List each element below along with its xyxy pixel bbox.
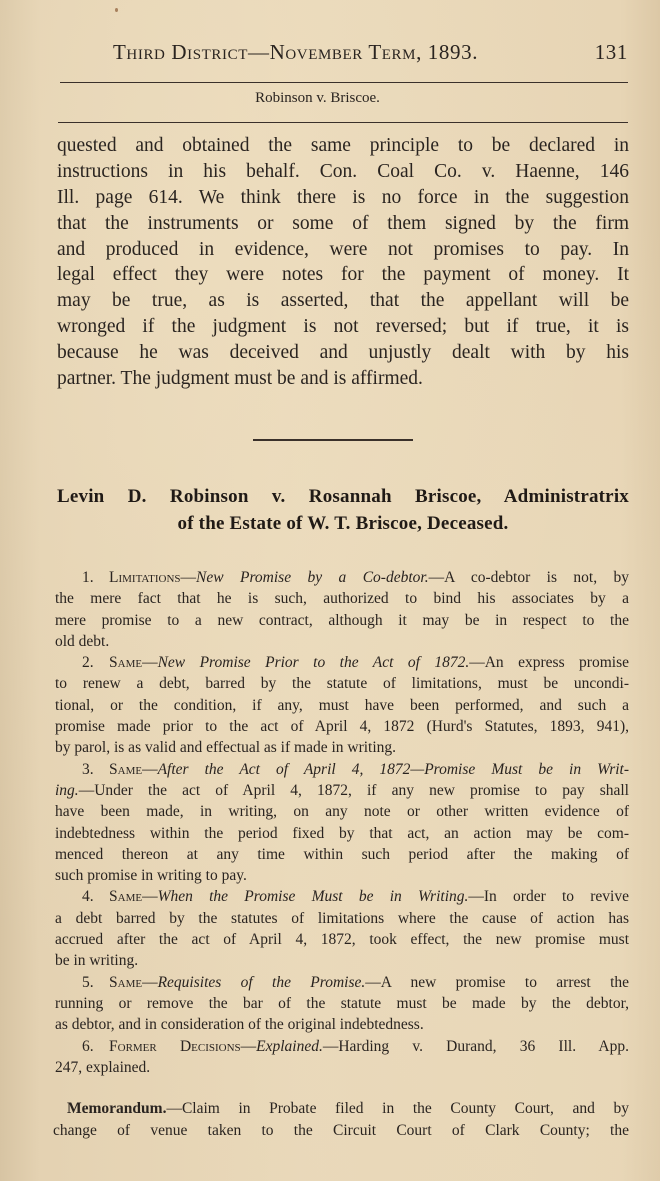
headnote-number: 3.: [82, 760, 94, 778]
opinion-line: and produced in evidence, were not promises to pay. In: [57, 238, 629, 260]
headnote-subtopic-cont: ing.: [55, 781, 79, 799]
headnote-text: Under the act of April 4, 1872, if any new promise to pay shall: [94, 781, 629, 799]
headnote-line: as debtor, and in consideration of the original indebtedness.: [55, 1016, 424, 1034]
headnote-line: have been made, in writing, on any note or other written evidence of: [55, 803, 629, 821]
headnote-line: old debt.: [55, 632, 110, 650]
headnote-line: running or remove the bar of the statute must be made by the debtor,: [55, 994, 629, 1012]
headnote-line: mere promise to a new contract, although it may be in respect to the: [55, 611, 629, 629]
headnote-subtopic: After the Act of April 4, 1872—Promise Must be in Writ-: [157, 760, 629, 778]
headnote-text: An express promise: [484, 654, 629, 672]
headnote-5-first-line: 5. Same—Requisites of the Promise.—A new promise to arrest the: [55, 972, 629, 993]
headnote-3-second-line: ing.—Under the act of April 4, 1872, if any new promise to pay shall: [55, 781, 629, 799]
headnote-line: tional, or the condition, if any, must have been performed, and such a: [55, 696, 629, 714]
opinion-line: Ill. page 614. We think there is no force in the suggestion: [57, 186, 629, 208]
memorandum-text: —Claim in Probate filed in the County Court, and by: [166, 1100, 629, 1117]
header-rule-top: [60, 82, 628, 83]
headnote-line: 247, explained.: [55, 1058, 151, 1076]
headnote-number: 6.: [82, 1037, 94, 1055]
headnote-text: A new promise to arrest the: [380, 973, 630, 991]
running-head-dash: —: [247, 40, 270, 64]
memorandum-first-line: [53, 1098, 629, 1120]
headnote-text: Harding v. Durand, 36 Ill. App.: [338, 1037, 629, 1055]
running-head-district: Third District: [113, 40, 248, 64]
headnote-line: the mere fact that he is such, authorized to bind his associates by a: [55, 590, 629, 608]
headnote-topic: Same: [109, 973, 143, 991]
headnote-subtopic: New Promise Prior to the Act of 1872.: [157, 654, 470, 672]
headnote-line: such promise in writing to pay.: [55, 867, 247, 885]
memorandum: [53, 1098, 629, 1142]
headnote-line: promise made prior to the act of April 4, 1872 (Hurd's Statutes, 1893, 941),: [55, 718, 629, 736]
opinion-line: because he was deceived and unjustly dealt with by his: [57, 342, 629, 364]
memorandum-line: change of venue taken to the Circuit Court of Clark County; the: [53, 1122, 629, 1139]
headnote-topic: Same: [109, 888, 143, 906]
headnote-line: menced thereon at any time within such period after the making of: [55, 845, 629, 863]
headnote-number: 1.: [82, 569, 94, 586]
headnote-line: accrued after the act of April 4, 1872, took effect, the new promise must: [55, 931, 629, 949]
opinion-line: wronged if the judgment is not reversed; but if true, it is: [57, 316, 629, 338]
case-caption: [57, 483, 629, 537]
headnote-text: In order to revive: [483, 888, 629, 906]
headnote-text: A co-debtor is not, by: [444, 569, 629, 586]
headnote-topic: Same: [109, 760, 143, 778]
headnote-line: to renew a debt, barred by the statute of limitations, must be uncondi-: [55, 675, 629, 693]
headnote-number: 2.: [82, 654, 94, 672]
header-rule-bottom: [58, 122, 628, 123]
headnote-subtopic: Requisites of the Promise.: [157, 973, 366, 991]
case-running-title-text: Robinson v. Briscoe.: [255, 90, 380, 106]
opinion-line: may be true, as is asserted, that the appellant will be: [57, 290, 629, 312]
case-caption-line-2: of the Estate of W. T. Briscoe, Deceased.: [177, 513, 509, 534]
headnote-6-first-line: 6. Former Decisions—Explained.—Harding v. Durand, 36 Ill. App.: [55, 1036, 629, 1057]
headnote-topic: Limitations: [109, 569, 181, 586]
opinion-line: instructions in his behalf. Con. Coal Co. v. Haenne, 146: [57, 160, 629, 182]
running-head-year: , 1893.: [416, 40, 479, 64]
headnote-number: 4.: [82, 888, 94, 906]
section-divider: [253, 439, 413, 441]
headnote-topic: Former Decisions: [109, 1037, 241, 1055]
opinion-line: quested and obtained the same principle to be declared in: [57, 135, 629, 156]
opinion-line: that the instruments or some of them signed by the firm: [57, 212, 629, 234]
memorandum-label: Memorandum.: [67, 1100, 167, 1117]
headnote-subtopic: When the Promise Must be in Writing.: [157, 888, 469, 906]
running-head: [113, 40, 628, 70]
running-head-term: November Term: [269, 40, 417, 64]
opinion-line: legal effect they were notes for the payment of money. It: [57, 264, 629, 286]
headnote-2-first-line: 2. Same—New Promise Prior to the Act of 1872.—An express promise: [55, 652, 629, 673]
headnote-number: 5.: [82, 973, 94, 991]
headnote-topic: Same: [109, 654, 143, 672]
headnote-subtopic: Explained.: [256, 1037, 323, 1055]
headnote-subtopic: New Promise by a Co-debtor.: [196, 569, 429, 586]
running-head-title: [113, 40, 478, 65]
headnote-1-first-line: 1. Limitations—New Promise by a Co-debtor.—A co-debtor is not, by: [55, 567, 629, 588]
case-caption-line-1: Levin D. Robinson v. Rosannah Briscoe, Administratrix: [57, 486, 629, 507]
headnote-3-first-line: 3. Same—After the Act of April 4, 1872—Promise Must be in Writ-: [55, 759, 629, 780]
paper-speck: [115, 8, 118, 12]
case-running-title: [100, 90, 615, 107]
headnote-4-first-line: 4. Same—When the Promise Must be in Writing.—In order to revive: [55, 886, 629, 907]
headnote-line: by parol, is as valid and effectual as if made in writing.: [55, 739, 397, 757]
opinion-line: partner. The judgment must be and is affirmed.: [57, 368, 423, 390]
continued-opinion: [57, 133, 629, 392]
headnote-line: indebtedness within the period fixed by that act, an action may be com-: [55, 824, 629, 842]
page-number: 131: [594, 40, 628, 64]
headnotes: [55, 567, 629, 1078]
headnote-line: a debt barred by the statutes of limitations where the cause of action has: [55, 909, 629, 927]
headnote-line: be in writing.: [55, 952, 139, 970]
